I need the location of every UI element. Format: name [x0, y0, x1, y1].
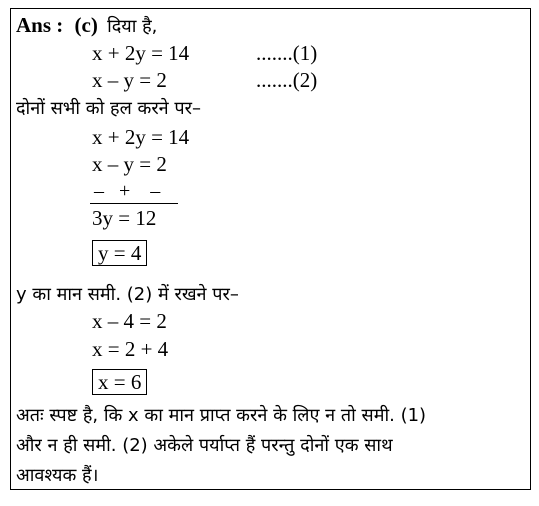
sum-rule: [90, 203, 178, 204]
substitute-text: y का मान समी. (2) में रखने पर–: [16, 284, 239, 305]
solve-equation-2: x – y = 2: [92, 152, 167, 176]
subtraction-signs: – + –: [94, 180, 161, 202]
solve-equation-1: x + 2y = 14: [92, 125, 190, 149]
conclusion-line-1: अतः स्पष्ट है, कि x का मान प्राप्त करने के लिए न तो समी. (1): [16, 405, 427, 426]
answer-header: [16, 12, 157, 40]
substitute-equation-2: x = 2 + 4: [92, 337, 169, 361]
conclusion-line-2: और न ही समी. (2) अकेले पर्याप्त हैं परन्तु दोनों एक साथ: [16, 435, 393, 456]
answer-label: Ans :: [16, 13, 64, 37]
x-value-wrapper: [92, 369, 147, 395]
given-text: दिया है,: [107, 16, 158, 37]
x-value-box: x = 6: [92, 369, 147, 395]
equation-2-ref: .......(2): [256, 68, 318, 92]
substitute-equation-1: x – 4 = 2: [92, 309, 167, 333]
y-value-box: y = 4: [92, 240, 147, 266]
y-value-wrapper: [92, 240, 147, 266]
equation-1: x + 2y = 14: [92, 41, 190, 65]
conclusion-line-3: आवश्यक हैं।: [16, 465, 99, 486]
equation-2: x – y = 2: [92, 68, 167, 92]
result-equation: 3y = 12: [92, 206, 157, 230]
solving-text: दोनों सभी को हल करने पर–: [16, 98, 201, 119]
answer-option: (c): [74, 13, 98, 37]
equation-1-ref: .......(1): [256, 41, 318, 65]
